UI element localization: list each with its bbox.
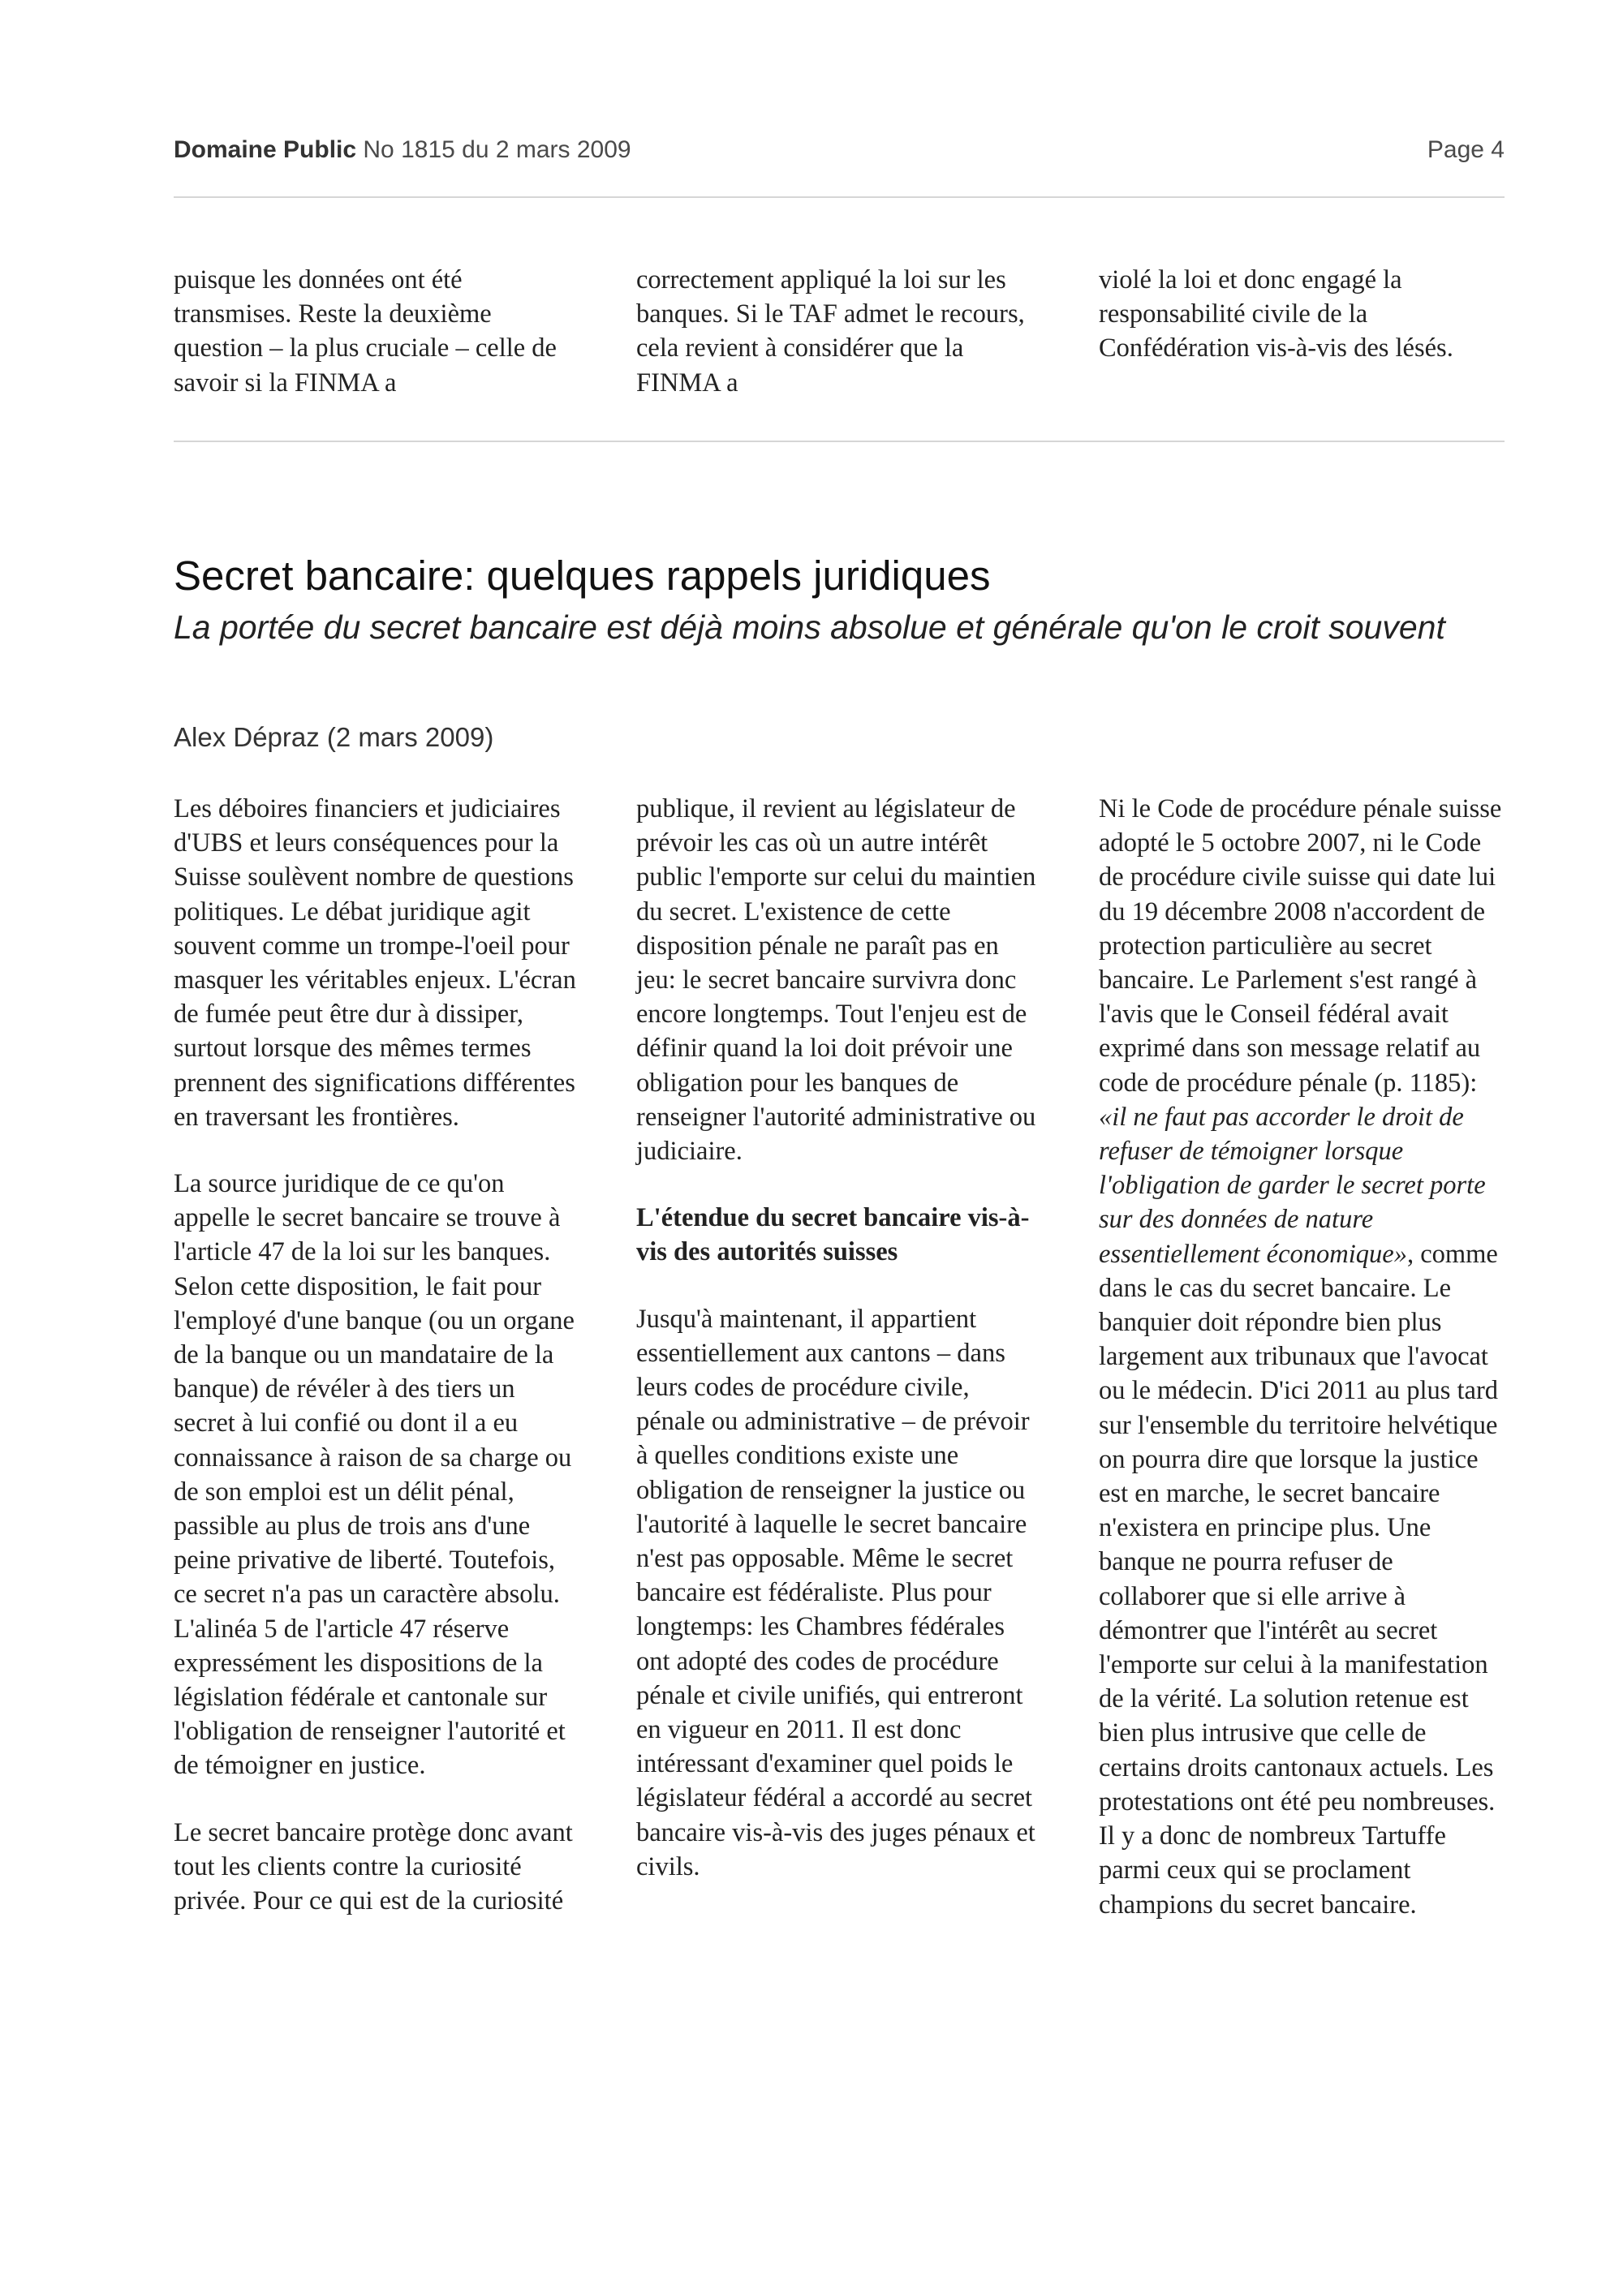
article-column-1 [174, 792, 579, 1954]
paragraph: violé la loi et donc engagé la responsabilité civile de la Confédération vis-à-vis des lésés. [1099, 265, 1453, 363]
article-column-3 [1099, 792, 1505, 1954]
article-divider [174, 441, 1505, 442]
page-header [174, 136, 1505, 169]
article-columns [174, 792, 1505, 1954]
paragraph: Jusqu'à maintenant, il appartient essentiellement aux cantons – dans leurs codes de procédure civile, pénale ou administrative – de prévoir à quelles conditions existe une obligation de renseigner la justice ou l'autorité à laquelle le secret bancaire n'est pas opposable. Même le secret bancaire est fédéraliste. Plus pour longtemps: les Chambres fédérales ont adopté des codes de procédure pénale et civile unifiés, qui entreront en vigueur en 2011. Il est donc intéressant d'examiner quel poids le législateur fédéral a accordé au secret bancaire vis-à-vis des juges pénaux et civils. [636, 1304, 1035, 1881]
issue-info: No 1815 du 2 mars 2009 [363, 136, 631, 163]
article-title: Secret bancaire: quelques rappels juridiques [174, 553, 991, 599]
paragraph: La source juridique de ce qu'on appelle le secret bancaire se trouve à l'article 47 de la loi sur les banques. Selon cette disposition, le fait pour l'employé d'une banque (ou un organe de la banque ou un mandataire de la banque) de révéler à des tiers un secret à lui confié ou dont il a eu connaissance à raison de sa charge ou de son emploi est un délit pénal, passible au plus de trois ans d'une peine privative de liberté. Toutefois, ce secret n'a pas un caractère absolu. L'alinéa 5 de l'article 47 réserve expressément les dispositions de la législation fédérale et cantonale sur l'obligation de renseigner l'autorité et de témoigner en justice. [174, 1169, 575, 1781]
paragraph: Les déboires financiers et judiciaires d'UBS et leurs conséquences pour la Suisse soulèvent nombre de questions politiques. Le débat juridique agit souvent comme un trompe-l'oeil pour masquer les véritables enjeux. L'écran de fumée peut être dur à dissiper, surtout lorsque des mêmes termes prennent des significations différentes en traversant les frontières. [174, 794, 576, 1132]
publication-name: Domaine Public [174, 136, 357, 163]
page-number: Page 4 [1427, 136, 1505, 163]
article-column-2 [636, 792, 1042, 1954]
article-byline: Alex Dépraz (2 mars 2009) [174, 722, 494, 752]
previous-article-columns [174, 263, 1505, 432]
paragraph: puisque les données ont été transmises. Reste la deuxième question – la plus cruciale – celle de savoir si la FINMA a [174, 265, 557, 398]
header-divider [174, 196, 1505, 198]
quotation: «il ne faut pas accorder le droit de refuser de témoigner lorsque l'obligation de garder le secret porte sur des données de nature essentiellement économique» [1099, 1102, 1486, 1269]
previous-article-column-3 [1099, 263, 1505, 432]
previous-article-column-1 [174, 263, 579, 432]
paragraph [1099, 792, 1505, 1922]
paragraph: Le secret bancaire protège donc avant tout les clients contre la curiosité privée. Pour ce qui est de la curiosité [174, 1817, 573, 1916]
paragraph-text: , comme dans le cas du secret bancaire. Le banquier doit répondre bien plus largement aux tribunaux que l'avocat ou le médecin. D'ici 2011 au plus tard sur l'ensemble du territoire helvétique on pourra dire que lorsque la justice est en marche, le secret bancaire n'existera en principe plus. Une banque ne pourra refuser de collaborer que si elle arrive à démontrer que l'intérêt au secret l'emporte sur celui à la manifestation de la vérité. La solution retenue est bien plus intrusive que celle de certains droits cantonaux actuels. Les protestations ont été peu nombreuses. Il y a donc de nombreux Tartuffe parmi ceux qui se proclament champions du secret bancaire. [1099, 1239, 1499, 1920]
paragraph: correctement appliqué la loi sur les banques. Si le TAF admet le recours, cela revient à considérer que la FINMA a [636, 265, 1025, 398]
previous-article-column-2 [636, 263, 1042, 432]
paragraph: publique, il revient au législateur de prévoir les cas où un autre intérêt public l'emporte sur celui du maintien du secret. L'existence de cette disposition pénale ne paraît pas en jeu: le secret bancaire survivra donc encore longtemps. Tout l'enjeu est de définir quand la loi doit prévoir une obligation pour les banques de renseigner l'autorité administrative ou judiciaire. [636, 794, 1036, 1167]
paragraph-text: Ni le Code de procédure pénale suisse adopté le 5 octobre 2007, ni le Code de procédure civile suisse qui date lui du 19 décembre 2008 n'accordent de protection particulière au secret bancaire. Le Parlement s'est rangé à l'avis que le Conseil fédéral avait exprimé dans son message relatif au code de procédure pénale (p. 1185): [1099, 794, 1502, 1098]
article-subtitle: La portée du secret bancaire est déjà moins absolue et générale qu'on le croit souvent [174, 608, 1445, 646]
section-heading: L'étendue du secret bancaire vis-à-vis des autorités suisses [636, 1203, 1030, 1267]
